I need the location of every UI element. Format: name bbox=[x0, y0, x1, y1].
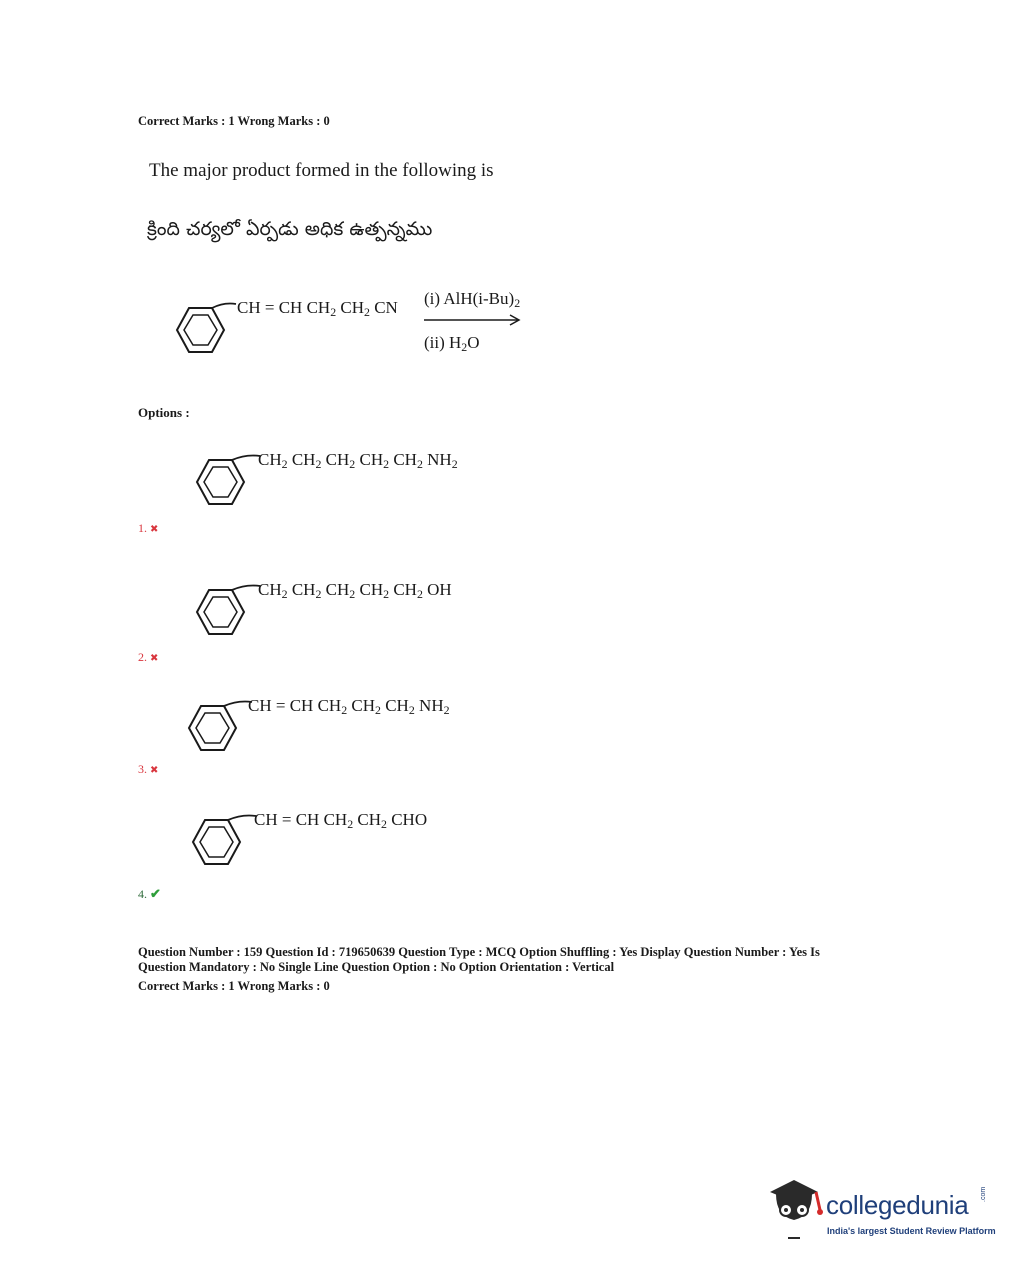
reagent-1: (i) $AlH(i-Bu)_2$ bbox=[424, 289, 521, 310]
collegedunia-logo[interactable] bbox=[766, 1176, 996, 1246]
benzene-ring-icon bbox=[182, 452, 266, 516]
option-1-number: 1. ✖ bbox=[138, 521, 159, 535]
option-4-number: 4. ✔ bbox=[138, 886, 161, 901]
option-2-formula: $CH_2$ $CH_2$ $CH_2$ $CH_2$ $CH_2$ OH bbox=[258, 580, 452, 601]
option-1-formula: $CH_2$ $CH_2$ $CH_2$ $CH_2$ $CH_2$ $NH_2$ bbox=[258, 450, 458, 471]
reactant-formula: CH = CH $CH_2$ $CH_2$ CN bbox=[237, 298, 398, 319]
wrong-mark-icon: ✖ bbox=[150, 765, 159, 776]
benzene-ring-icon bbox=[162, 300, 242, 364]
logo-wordmark: collegedunia bbox=[826, 1190, 969, 1220]
meta-marks: Correct Marks : 1 Wrong Marks : 0 bbox=[138, 979, 330, 993]
meta-line-1: Question Number : 159 Question Id : 719650639 Question Type : MCQ Option Shuffling : Yes Display Question Number : Yes Is bbox=[138, 945, 820, 959]
reagent-2: (ii) $H_2O$ bbox=[424, 333, 480, 354]
option-4-formula: CH = CH $CH_2$ $CH_2$ CHO bbox=[254, 810, 428, 831]
option-2-number: 2. ✖ bbox=[138, 650, 159, 664]
logo-dotcom: .com bbox=[980, 1186, 987, 1202]
check-mark-icon: ✔ bbox=[150, 886, 161, 901]
wrong-mark-icon: ✖ bbox=[150, 524, 159, 535]
question-text-english: The major product formed in the following is bbox=[149, 160, 494, 181]
options-label: Options : bbox=[138, 405, 190, 420]
meta-line-2: Question Mandatory : No Single Line Question Option : No Option Orientation : Vertical bbox=[138, 960, 615, 974]
question-text-telugu: క్రింది చర్యలో ఏర్పడు అధిక ఉత్పన్నము bbox=[147, 218, 433, 240]
option-3-number: 3. ✖ bbox=[138, 762, 159, 776]
benzene-ring-icon bbox=[174, 698, 258, 762]
mascot-logo-icon bbox=[766, 1176, 826, 1246]
benzene-ring-icon bbox=[178, 812, 262, 876]
question-meta bbox=[138, 945, 898, 994]
wrong-mark-icon: ✖ bbox=[150, 653, 159, 664]
benzene-ring-icon bbox=[182, 582, 266, 646]
header-marks: Correct Marks : 1 Wrong Marks : 0 bbox=[138, 114, 330, 128]
option-3-formula: CH = CH $CH_2$ $CH_2$ $CH_2$ $NH_2$ bbox=[248, 696, 450, 717]
reaction-arrow-icon bbox=[422, 313, 522, 327]
logo-tagline: India's largest Student Review Platform bbox=[827, 1226, 996, 1236]
